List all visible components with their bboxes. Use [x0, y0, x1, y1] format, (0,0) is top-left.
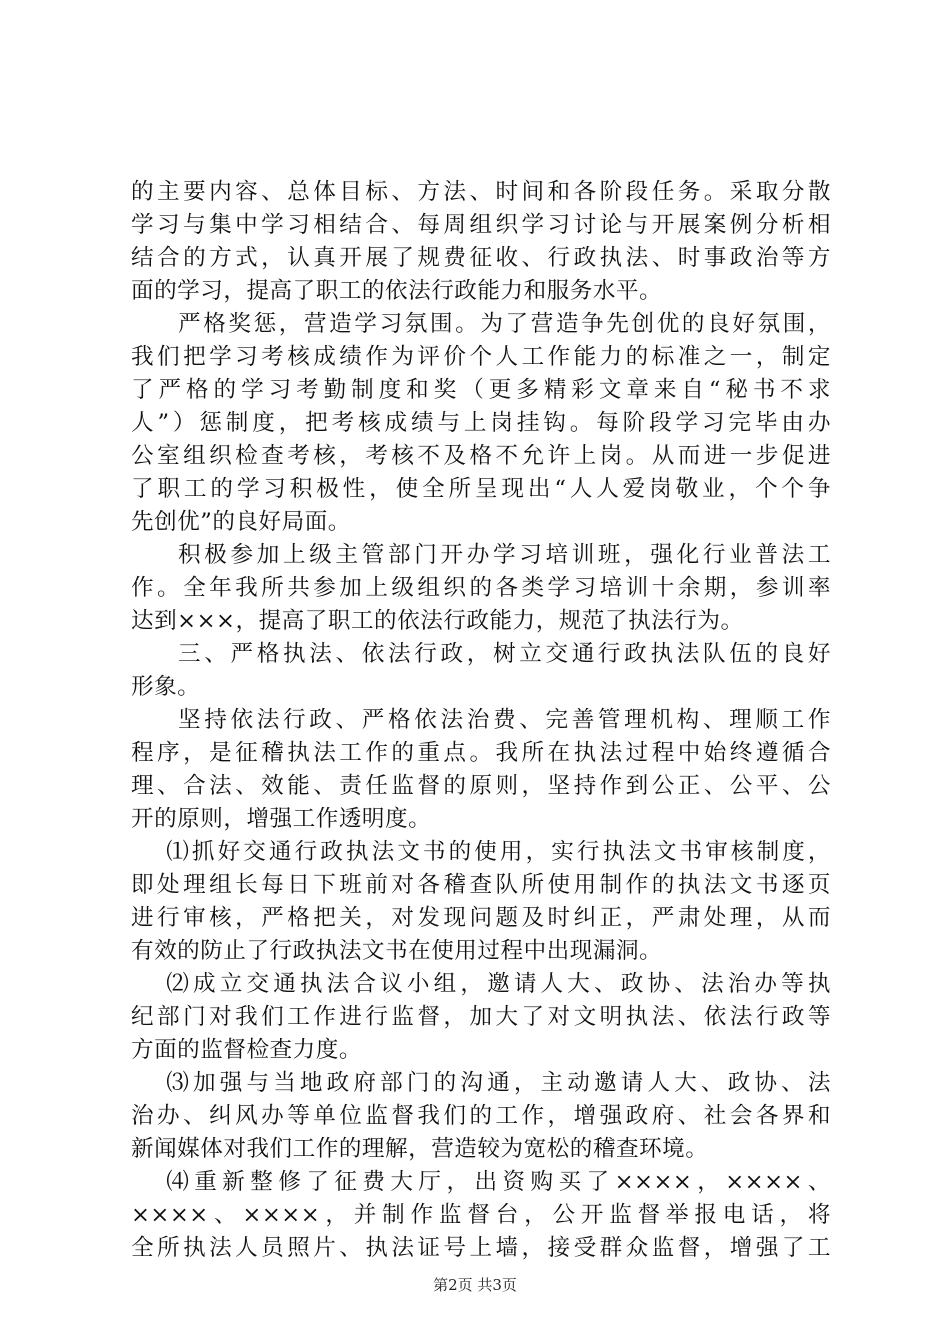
text-line: 方面的监督检查力度。	[131, 1037, 362, 1063]
text-line: 了职工的学习积极性，使全所呈现出“人人爱岗敬业，个个争	[131, 476, 831, 502]
text-line: 学习与集中学习相结合、每周组织学习讨论与开展案例分析相	[131, 212, 831, 238]
text-line: 三、严格执法、依法行政，树立交通行政执法队伍的良好	[178, 641, 831, 667]
text-line: ××××、××××，并制作监督台，公开监督举报电话，将	[131, 1202, 831, 1228]
text-line: 结合的方式，认真开展了规费征收、行政执法、时事政治等方	[131, 245, 831, 271]
text-line: 全所执法人员照片、执法证号上墙，接受群众监督，增强了工	[131, 1235, 831, 1261]
text-line: 即处理组长每日下班前对各稽查队所使用制作的执法文书逐页	[131, 872, 831, 898]
text-line: 作。全年我所共参加上级组织的各类学习培训十余期，参训率	[131, 575, 831, 601]
text-line: 程序，是征稽执法工作的重点。我所在执法过程中始终遵循合	[131, 740, 831, 766]
text-line: 积极参加上级主管部门开办学习培训班，强化行业普法工	[178, 542, 831, 568]
text-line: 坚持依法行政、严格依法治费、完善管理机构、理顺工作	[178, 707, 831, 733]
text-line: ⑴抓好交通行政执法文书的使用，实行执法文书审核制度，	[166, 839, 831, 865]
text-line: 形象。	[131, 674, 201, 700]
text-line: ⑵成立交通执法合议小组，邀请人大、政协、法治办等执	[166, 971, 831, 997]
text-line: 面的学习，提高了职工的依法行政能力和服务水平。	[131, 278, 663, 304]
text-line: 进行审核，严格把关，对发现问题及时纠正，严肃处理，从而	[131, 905, 831, 931]
text-line: 的主要内容、总体目标、方法、时间和各阶段任务。采取分散	[131, 179, 831, 205]
text-line: 开的原则，增强工作透明度。	[131, 806, 432, 832]
text-line: 严格奖惩，营造学习氛围。为了营造争先创优的良好氛围，	[178, 311, 831, 337]
text-line: 有效的防止了行政执法文书在使用过程中出现漏洞。	[131, 938, 663, 964]
document-body	[131, 176, 831, 1265]
text-line: ⑷重新整修了征费大厅，出资购买了××××，××××、	[166, 1169, 831, 1195]
text-line: 我们把学习考核成绩作为评价个人工作能力的标准之一，制定	[131, 344, 831, 370]
text-line: 新闻媒体对我们工作的理解，营造较为宽松的稽查环境。	[131, 1136, 709, 1162]
text-line: ⑶加强与当地政府部门的沟通，主动邀请人大、政协、法	[166, 1070, 831, 1096]
text-line: 纪部门对我们工作进行监督，加大了对文明执法、依法行政等	[131, 1004, 831, 1030]
text-line: 公室组织检查考核，考核不及格不允许上岗。从而进一步促进	[131, 443, 831, 469]
page-footer: 第2页 共3页	[433, 1276, 517, 1294]
text-line: 达到×××，提高了职工的依法行政能力，规范了执法行为。	[131, 608, 744, 634]
text-line: 先创优”的良好局面。	[131, 509, 351, 535]
text-line: 人”）惩制度，把考核成绩与上岗挂钩。每阶段学习完毕由办	[131, 410, 831, 436]
text-line: 理、合法、效能、责任监督的原则，坚持作到公正、公平、公	[131, 773, 831, 799]
text-line: 治办、纠风办等单位监督我们的工作，增强政府、社会各界和	[131, 1103, 831, 1129]
text-line: 了严格的学习考勤制度和奖（更多精彩文章来自“秘书不求	[131, 377, 831, 403]
